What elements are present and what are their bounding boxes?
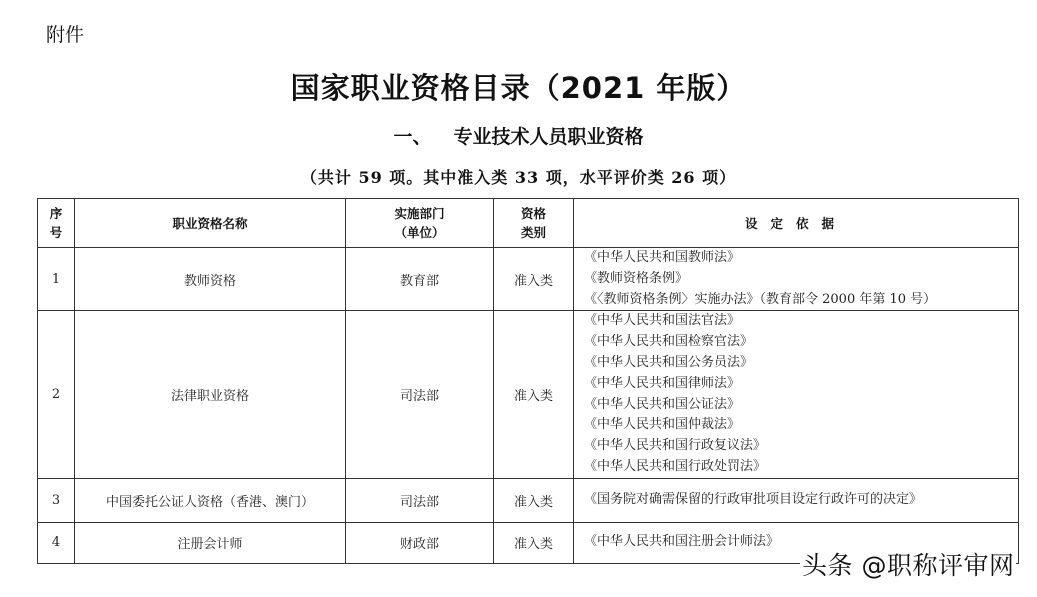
header-seq: [38, 199, 75, 248]
basis-item: 《中华人民共和国公证法》: [584, 396, 741, 412]
row-basis: [574, 311, 1019, 478]
header-basis: 设定依据: [574, 199, 1019, 248]
basis-item: 《中华人民共和国教师法》: [584, 250, 741, 265]
table-row: [38, 311, 1019, 478]
table-header-row: [38, 199, 1019, 248]
header-type-line2: 类别: [520, 225, 546, 240]
basis-item: 《国务院对确需保留的行政审批项目设定行政许可的决定》: [584, 491, 923, 507]
section-summary: （共计 59 项。其中准入类 33 项，水平评价类 26 项）: [300, 168, 737, 187]
row-seq: 2: [38, 311, 75, 478]
basis-item: 《中华人民共和国仲裁法》: [584, 417, 741, 433]
row-seq: 1: [38, 248, 75, 311]
row-seq: 4: [38, 522, 75, 563]
basis-item: 《中华人民共和国行政处罚法》: [584, 458, 767, 474]
row-name: 中国委托公证人资格（香港、澳门）: [75, 478, 346, 522]
header-dept-line1: 实施部门: [394, 206, 445, 221]
qualification-table: [37, 198, 1019, 564]
header-seq-line1: 序: [49, 206, 63, 221]
header-dept: [346, 199, 494, 248]
basis-item: 《中华人民共和国注册会计师法》: [584, 534, 780, 550]
basis-item: 《中华人民共和国行政复议法》: [584, 438, 767, 454]
row-name: 法律职业资格: [75, 311, 346, 478]
section-title: 专业技术人员职业资格: [453, 126, 644, 148]
row-name: 教师资格: [75, 248, 346, 311]
row-dept: 司法部: [346, 311, 494, 478]
row-type: 准入类: [494, 522, 574, 563]
basis-item: 《中华人民共和国法官法》: [584, 313, 741, 329]
basis-item: 《中华人民共和国律师法》: [584, 375, 741, 391]
basis-item: 《中华人民共和国公务员法》: [584, 354, 754, 370]
row-dept: 司法部: [346, 478, 494, 522]
watermark: 头条 @职称评审网: [802, 551, 1015, 580]
header-dept-line2: （单位）: [394, 225, 445, 240]
row-type: 准入类: [494, 311, 574, 478]
row-type: 准入类: [494, 248, 574, 311]
header-type-line1: 资格: [520, 206, 546, 221]
attachment-label: 附件: [46, 24, 85, 46]
basis-item: 《〈教师资格条例〉实施办法》（教育部令 2000 年第 10 号）: [584, 291, 937, 307]
document-title: 国家职业资格目录（2021 年版）: [290, 71, 747, 105]
row-type: 准入类: [494, 478, 574, 522]
table-row: [38, 248, 1019, 311]
row-basis: [574, 248, 1019, 311]
section-number: 一、: [393, 126, 432, 148]
row-name: 注册会计师: [75, 522, 346, 563]
row-seq: 3: [38, 478, 75, 522]
header-seq-line2: 号: [49, 225, 63, 240]
basis-item: 《中华人民共和国检察官法》: [584, 334, 754, 350]
basis-item: 《教师资格条例》: [584, 270, 689, 286]
row-dept: 财政部: [346, 522, 494, 563]
header-name: 职业资格名称: [75, 199, 346, 248]
header-type: [494, 199, 574, 248]
section-heading: [0, 122, 1037, 149]
row-dept: 教育部: [346, 248, 494, 311]
row-basis: [574, 478, 1019, 522]
table-row: [38, 478, 1019, 522]
